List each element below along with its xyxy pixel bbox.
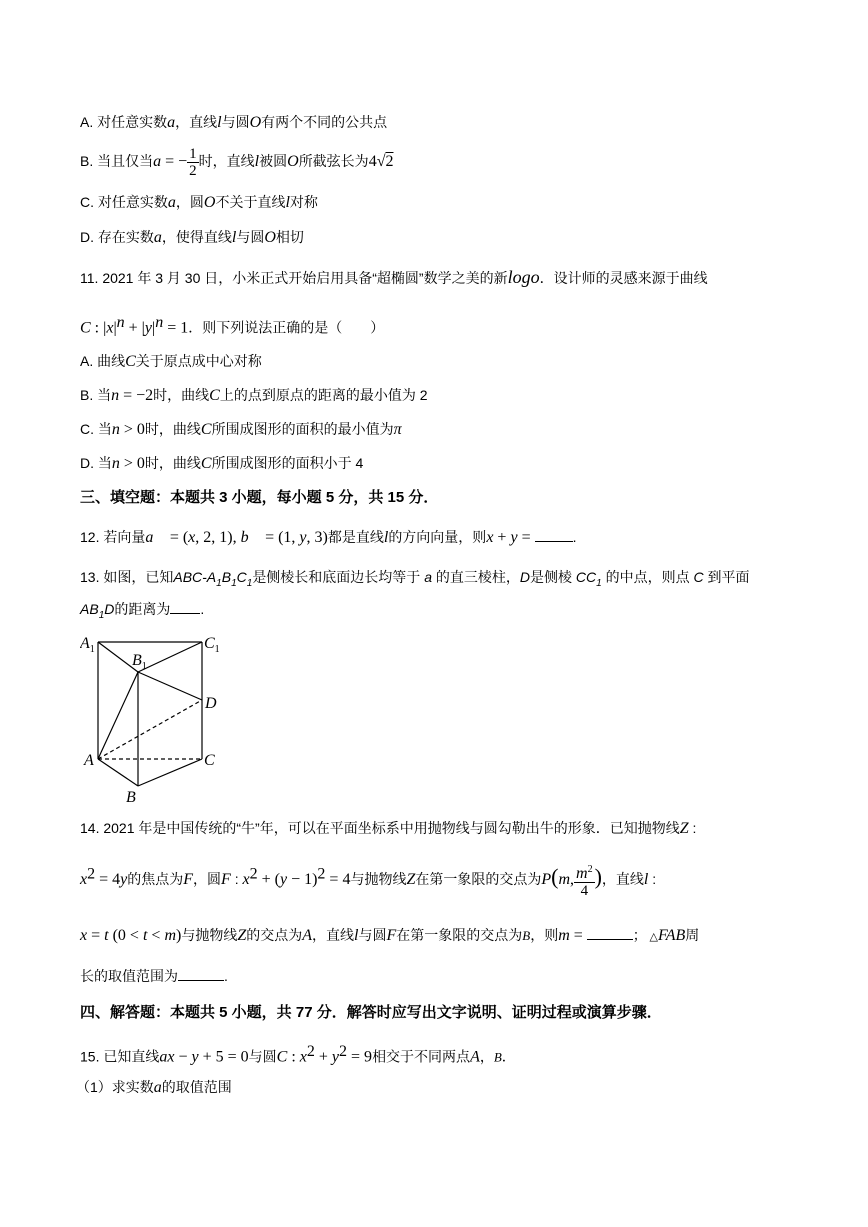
section-3-heading: 三、填空题：本题共 3 小题，每小题 5 分，共 15 分． bbox=[80, 489, 439, 506]
label-c1: $C_1$ bbox=[204, 635, 220, 655]
q14-line3: x = t (0 < t < m)与抛物线Z的交点为A，直线l与圆F在第一象限的交点为B，则m = ； △FAB周 bbox=[80, 927, 700, 944]
q11-option-d: D. 当n > 0时，曲线C所围成图形的面积小于 4 bbox=[80, 455, 364, 472]
q14-line4: 长的取值范围为 . bbox=[80, 968, 228, 984]
label-b1: $B_1$ bbox=[132, 652, 147, 672]
q10-option-d: D. 存在实数a，使得直线l与圆O相切 bbox=[80, 229, 304, 246]
q12: 12. 若向量a⃗ = (x, 2, 1), b⃗ = (1, y, 3)都是直线l的方向向量，则x + y = . bbox=[80, 529, 577, 546]
q11-stem-line2: C : $|x|^n + |y|^n = 1$．则下列说法正确的是（ ） bbox=[80, 314, 385, 337]
edge-ab1 bbox=[98, 672, 138, 759]
label-b: B bbox=[126, 789, 136, 806]
q14-line1: 14. 2021 年是中国传统的“牛”年，可以在平面坐标系中用抛物线与圆勾勒出牛的形象．已知抛物线Z : bbox=[80, 820, 697, 837]
edge-b1d bbox=[138, 672, 202, 700]
edge-bc bbox=[138, 759, 202, 786]
q11-option-a: A. 曲线C关于原点成中心对称 bbox=[80, 353, 262, 370]
q13-line1: 13. 如图，已知ABC-$A_1B_1C_1$是侧棱长和底面边长均等于 a 的直三棱柱，D是侧棱 $CC_1$ 的中点，则点 C 到平面 bbox=[80, 569, 750, 589]
q15-stem: 15. 已知直线ax − y + 5 = 0与圆C : $x^2 + y^2 = 9$相交于不同两点A，B． bbox=[80, 1043, 516, 1066]
label-d: D bbox=[205, 695, 217, 712]
q11-option-b: B. 当n = −2时，曲线C上的点到原点的距离的最小值为 2 bbox=[80, 387, 428, 404]
q10-option-b: B. 当且仅当a = − $\frac{1}{2}$ 时，直线l被圆O所截弦长为4√2 bbox=[80, 146, 394, 179]
q11-stem-line1: 11. 2021 年 3 月 30 日，小米正式开始启用具备“超椭圆”数学之美的新logo．设计师的灵感来源于曲线 bbox=[80, 267, 708, 287]
edge-b1c1 bbox=[138, 642, 202, 672]
edge-ad-hidden bbox=[98, 700, 202, 759]
label-c: C bbox=[204, 752, 215, 769]
label-a1: $A_1$ bbox=[80, 635, 95, 655]
q10-option-c: C. 对任意实数a，圆O不关于直线l对称 bbox=[80, 194, 318, 211]
prism-figure bbox=[80, 628, 230, 808]
q11-option-c: C. 当n > 0时，曲线C所围成图形的面积的最小值为π bbox=[80, 421, 402, 438]
label-a: A bbox=[84, 752, 94, 769]
edge-ab bbox=[98, 759, 138, 786]
q15-part1: （1）求实数a的取值范围 bbox=[76, 1079, 232, 1096]
q13-line2: $AB_1D$的距离为 . bbox=[80, 601, 205, 621]
section-4-heading: 四、解答题：本题共 5 小题，共 77 分．解答时应写出文字说明、证明过程或演算步骤． bbox=[80, 1004, 662, 1021]
q10-option-a: A. 对任意实数a，直线l与圆O有两个不同的公共点 bbox=[80, 114, 388, 131]
q14-line2: $x^2 = 4y$的焦点为F，圆F : $x^2 + (y - 1)^2 = 4$与抛物线Z在第一象限的交点为P(m, $\frac{m^2}{4}$ )，直线l : bbox=[80, 864, 657, 899]
